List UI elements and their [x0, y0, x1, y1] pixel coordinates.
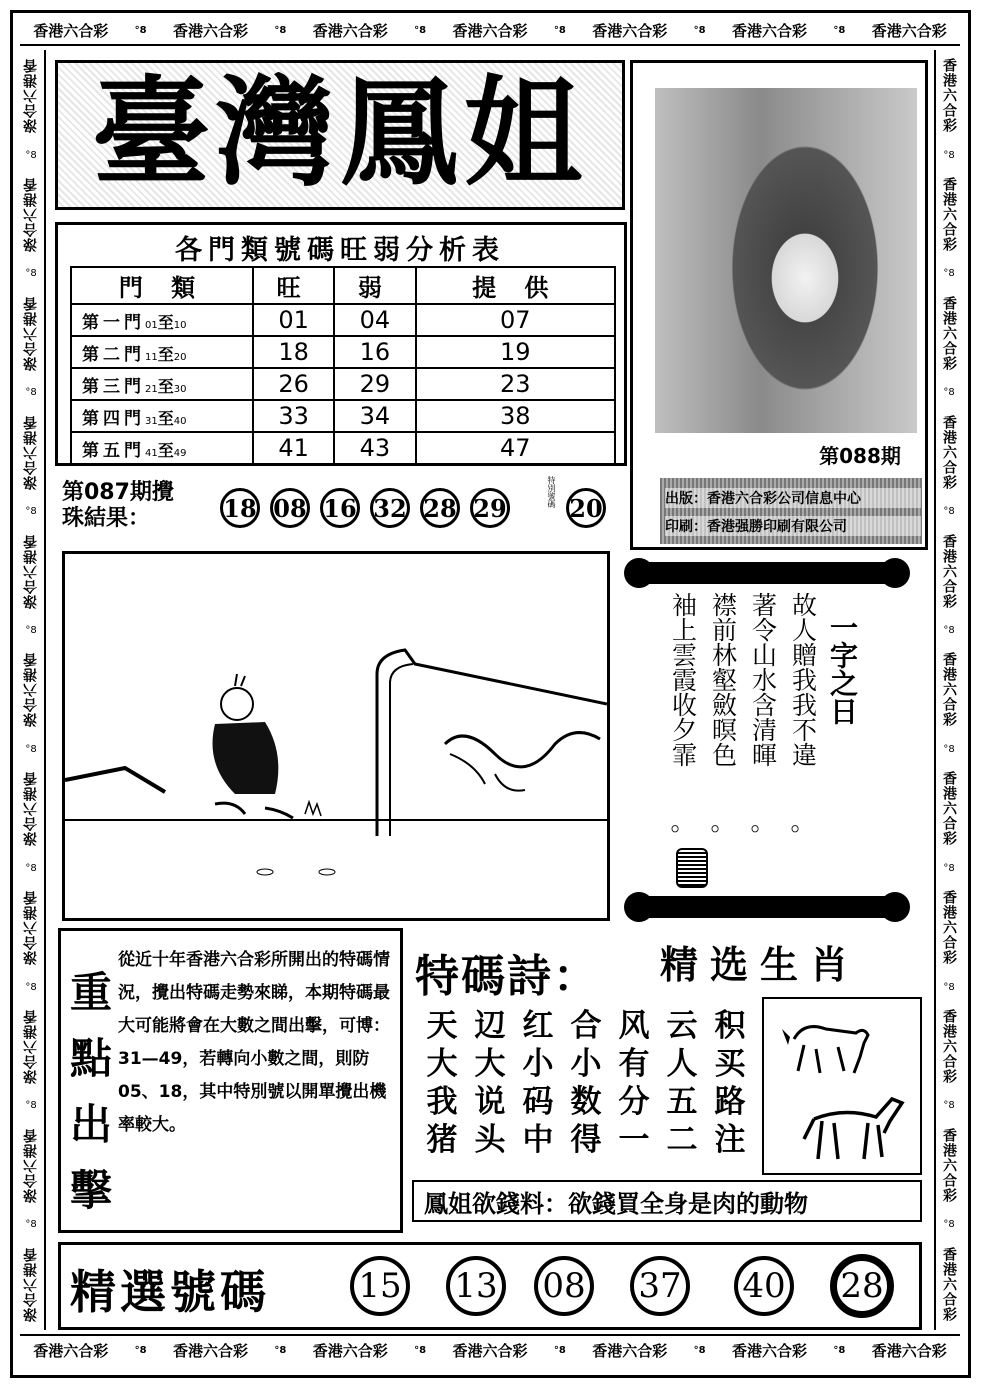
side-text: 淥合六港香	[23, 1246, 39, 1322]
border-text: 香港六合彩	[172, 21, 248, 40]
border-text: 香港六合彩	[592, 21, 668, 40]
selected-ball: 13	[446, 1256, 506, 1316]
zodiac-animals	[764, 999, 920, 1173]
border-text: 香港六合彩	[33, 1341, 109, 1360]
result-ball: 28	[420, 488, 460, 528]
poem-grid: 天 辺 红 合 风 云 积 大 大 小 小 有 人 买 我 说 码 数 分 五 路 猪 头 中 得 一 二 注	[426, 1008, 746, 1158]
zodiac-title: 精选生肖	[660, 942, 861, 987]
tigong-cell: 07	[416, 304, 615, 336]
wang-cell: 41	[253, 432, 334, 464]
wang-cell: 01	[253, 304, 334, 336]
poem-mark: 。	[710, 807, 736, 836]
key-point-title: 重 點 出 擊	[69, 968, 112, 1215]
horse-icon	[804, 1099, 902, 1159]
bottom-border-band: 香港六合彩 °8 香港六合彩 °8 香港六合彩 °8 香港六合彩 °8 香港六合彩 °8 香港六合彩 °8 香港六合彩	[20, 1334, 960, 1364]
side-text: 淥合六港香	[23, 1008, 39, 1084]
result-ball: 16	[320, 488, 360, 528]
selected-ball: 08	[534, 1256, 594, 1316]
issue-number: 第088期	[819, 444, 901, 468]
top-border-band: 香港六合彩 °8 香港六合彩 °8 香港六合彩 °8 香港六合彩 °8 香港六合彩 °8 香港六合彩 °8 香港六合彩	[20, 16, 960, 46]
border-text: 香港六合彩	[732, 1341, 808, 1360]
poem-column: 袖上雲霞收夕霏	[668, 592, 698, 767]
side-text: 香港六合彩	[941, 1246, 957, 1322]
poem-column: 故人贈我我不違	[788, 592, 818, 767]
selected-ball: 15	[350, 1256, 410, 1316]
border-text: 香港六合彩	[732, 21, 808, 40]
divider-bar	[628, 896, 908, 918]
side-text: 香港六合彩	[941, 652, 957, 728]
divider-dot	[880, 558, 910, 588]
side-text: 淥合六港香	[23, 890, 39, 966]
publisher-line: 出版：香港六合彩公司信息中心	[665, 488, 921, 508]
header-ruo: 弱	[334, 267, 415, 304]
border-text: 香港六合彩	[871, 21, 947, 40]
printer-line: 印刷：香港强勝印刷有限公司	[665, 516, 921, 536]
right-border-band: 香港六合彩 °8 香港六合彩 °8 香港六合彩 °8 香港六合彩 °8 香港六合彩 °8 香港六合彩 °8 香港六合彩 °8 香港六合彩 °8 香港六合彩 °8 香港六合彩 °8 香港六合彩	[934, 50, 962, 1330]
side-text: 香港六合彩	[941, 533, 957, 609]
tigong-cell: 23	[416, 368, 615, 400]
side-text: 淥合六港香	[23, 414, 39, 490]
selected-ball: 40	[734, 1256, 794, 1316]
table-row	[71, 368, 615, 400]
side-text: 香港六合彩	[941, 177, 957, 253]
poem-title: 特碼詩：	[415, 951, 599, 1002]
selected-ball: 37	[630, 1256, 690, 1316]
side-text: 淥合六港香	[23, 652, 39, 728]
portrait-photo	[655, 88, 917, 433]
side-text: 淥合六港香	[23, 295, 39, 371]
result-ball: 29	[470, 488, 510, 528]
key-point-text: 從近十年香港六合彩所開出的特碼情況，攪出特碼走勢來睇，本期特碼最大可能將會在大數之間出擊，可博：31—49，若轉向小數之間，則防05、18，其中特別號以開單攪出機率較大。	[118, 950, 390, 1135]
gate-cell: 第三門21至30	[71, 368, 253, 400]
cartoon-illustration	[62, 551, 610, 921]
wang-cell: 26	[253, 368, 334, 400]
selected-ball: 28	[830, 1254, 894, 1318]
result-ball: 08	[270, 488, 310, 528]
poem-mark: 。	[670, 807, 696, 836]
page-title: 臺灣鳳姐	[91, 63, 588, 202]
border-text: 香港六合彩	[312, 21, 388, 40]
border-text: 香港六合彩	[452, 1341, 528, 1360]
tigong-cell: 47	[416, 432, 615, 464]
side-text: 香港六合彩	[941, 890, 957, 966]
header-gate: 門 類	[71, 267, 253, 304]
ruo-cell: 43	[334, 432, 415, 464]
selected-label: 精選號碼	[70, 1265, 270, 1319]
tigong-cell: 38	[416, 400, 615, 432]
side-text: 香港六合彩	[941, 771, 957, 847]
left-border-band: 淥合六港香 °8 淥合六港香 °8 淥合六港香 °8 淥合六港香 °8 淥合六港香 °8 淥合六港香 °8 淥合六港香 °8 淥合六港香 °8 淥合六港香 °8 淥合六港香 °8 淥合六港香	[18, 50, 46, 1330]
dog-icon	[782, 1027, 868, 1073]
tigong-cell: 19	[416, 336, 615, 368]
side-text: 香港六合彩	[941, 1008, 957, 1084]
special-ball: 20	[566, 488, 606, 528]
wang-cell: 33	[253, 400, 334, 432]
result-ball: 18	[220, 488, 260, 528]
header-wang: 旺	[253, 267, 334, 304]
table-row	[71, 400, 615, 432]
poem-column: 著令山水含清暉	[748, 592, 778, 767]
side-text: 香港六合彩	[941, 414, 957, 490]
divider-dot	[624, 892, 654, 922]
side-text: 淥合六港香	[23, 533, 39, 609]
side-text: 香港六合彩	[941, 295, 957, 371]
wang-cell: 18	[253, 336, 334, 368]
divider-dot	[624, 558, 654, 588]
table-row	[71, 304, 615, 336]
border-text: 香港六合彩	[33, 21, 109, 40]
border-text: 香港六合彩	[172, 1341, 248, 1360]
cartoon-drawing	[65, 554, 607, 918]
ruo-cell: 04	[334, 304, 415, 336]
results-label: 第087期攪 珠結果：	[62, 480, 174, 531]
table-row	[71, 336, 615, 368]
analysis-title: 各門類號碼旺弱分析表	[175, 235, 505, 266]
analysis-table	[70, 266, 616, 465]
divider-dot	[880, 892, 910, 922]
side-text: 淥合六港香	[23, 1127, 39, 1203]
poem-mark: 。	[750, 807, 776, 836]
side-text: 香港六合彩	[941, 58, 957, 134]
zodiac-animals-box	[762, 997, 922, 1175]
side-text: 淥合六港香	[23, 771, 39, 847]
header-tigong: 提 供	[416, 267, 615, 304]
ruo-cell: 34	[334, 400, 415, 432]
side-text: 淥合六港香	[23, 58, 39, 134]
border-text: 香港六合彩	[871, 1341, 947, 1360]
table-header-row	[71, 267, 615, 304]
poem-side-title: 一字之日	[826, 613, 859, 725]
border-text: 香港六合彩	[312, 1341, 388, 1360]
border-text: 香港六合彩	[592, 1341, 668, 1360]
money-tip: 鳳姐欲錢料： 欲錢買全身是肉的動物	[412, 1180, 922, 1222]
poem-mark: 。	[790, 807, 816, 836]
side-text: 淥合六港香	[23, 177, 39, 253]
poem-column: 襟前林壑斂暝色	[708, 592, 738, 767]
ruo-cell: 29	[334, 368, 415, 400]
gate-cell: 第五門41至49	[71, 432, 253, 464]
special-label: 特別號碼	[547, 476, 556, 508]
seal-logo	[676, 848, 708, 888]
border-text: 香港六合彩	[452, 21, 528, 40]
gate-cell: 第四門31至40	[71, 400, 253, 432]
side-text: 香港六合彩	[941, 1127, 957, 1203]
gate-cell: 第一門01至10	[71, 304, 253, 336]
table-row	[71, 432, 615, 464]
ruo-cell: 16	[334, 336, 415, 368]
divider-bar	[628, 562, 908, 584]
result-ball: 32	[370, 488, 410, 528]
gate-cell: 第二門11至20	[71, 336, 253, 368]
